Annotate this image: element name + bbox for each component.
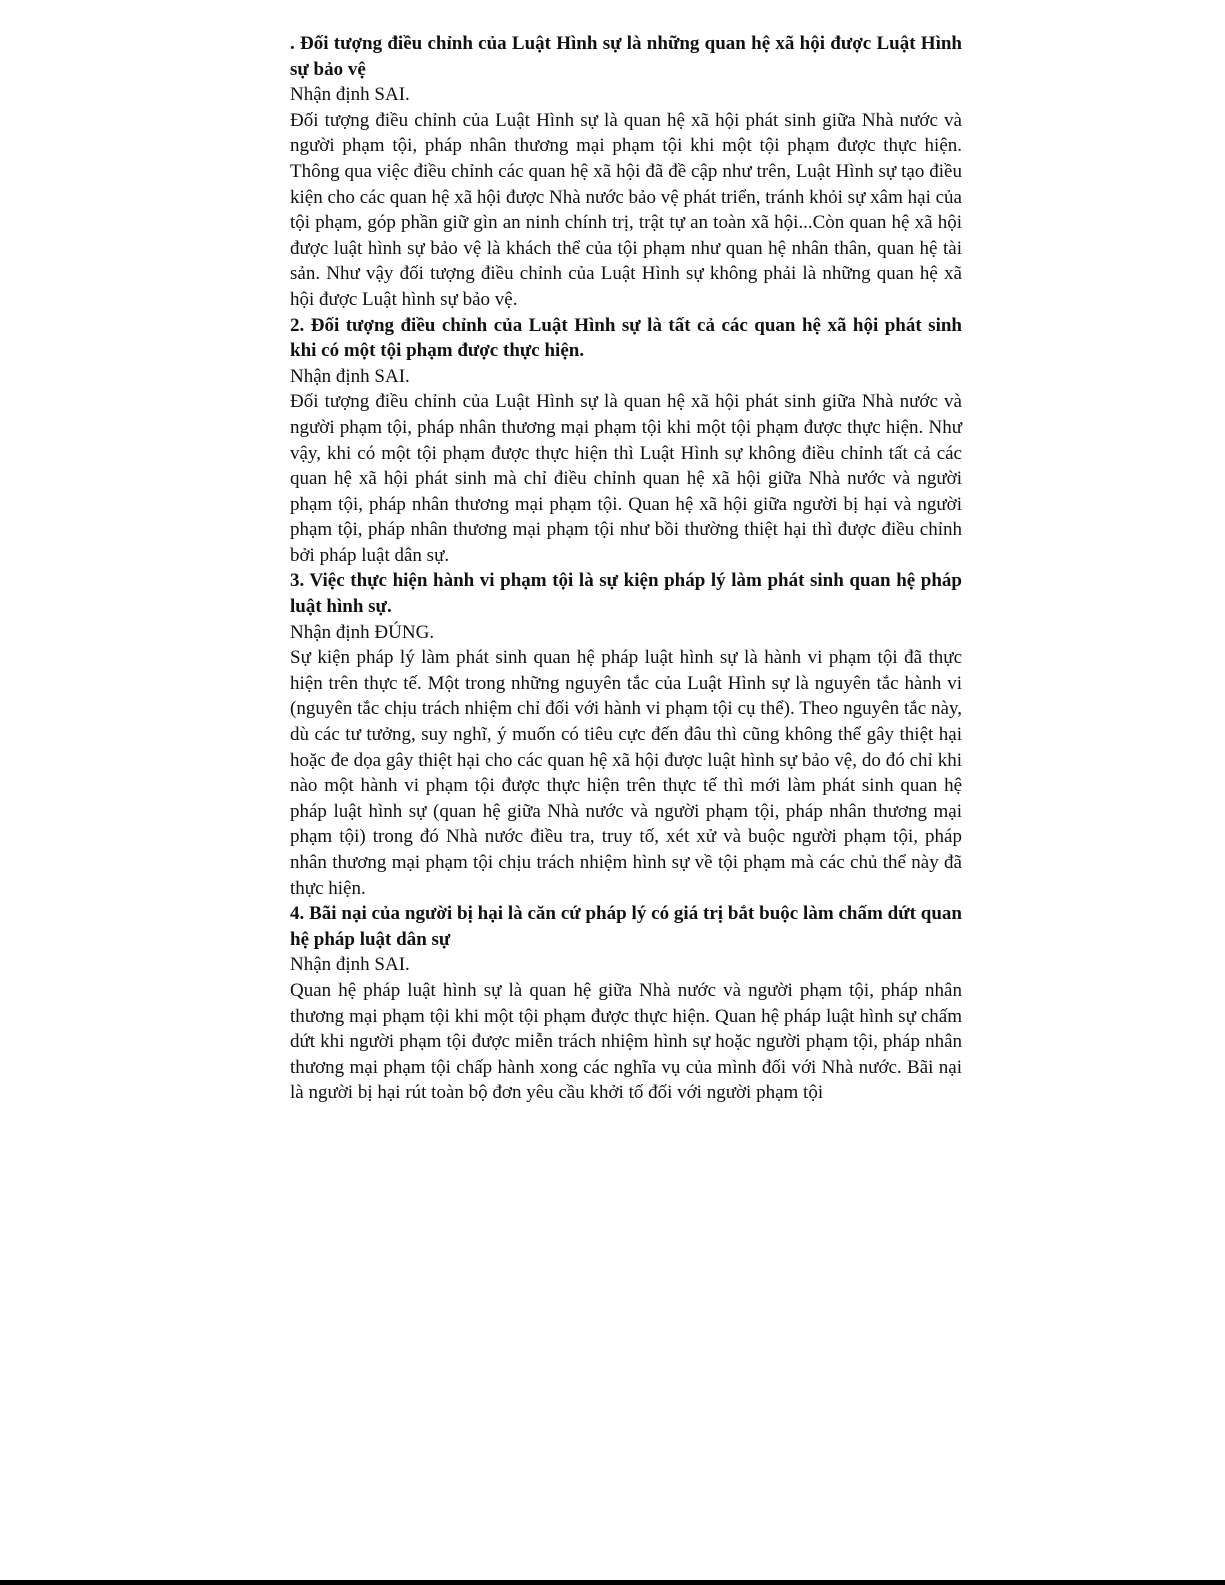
answer-paragraph: Sự kiện pháp lý làm phát sinh quan hệ pháp luật hình sự là hành vi phạm tội đã thực hiện trên thực tế. Một trong những nguyên tắc của Luật Hình sự là nguyên tắc hành vi (nguyên tắc chịu trách nhiệm chỉ đối với hành vi phạm tội cụ thể). Theo nguyên tắc này, dù các tư tưởng, suy nghĩ, ý muốn có tiêu cực đến đâu thì cũng không thể gây thiệt hại hoặc đe dọa gây thiệt hại cho các quan hệ xã hội được luật hình sự bảo vệ, do đó chỉ khi nào một hành vi phạm tội được thực hiện trên thực tế thì mới làm phát sinh quan hệ pháp luật hình sự (quan hệ giữa Nhà nước và người phạm tội, pháp nhân thương mại phạm tội) trong đó Nhà nước điều tra, truy tố, xét xử và buộc người phạm tội, pháp nhân thương mại phạm tội chịu trách nhiệm hình sự về tội phạm mà các chủ thể này đã thực hiện.	[290, 647, 962, 899]
section-3	[290, 568, 962, 901]
document-page	[290, 31, 962, 1106]
question-heading: 3. Việc thực hiện hành vi phạm tội là sự kiện pháp lý làm phát sinh quan hệ pháp luật hình sự.	[290, 570, 962, 618]
verdict-text: Nhận định SAI.	[290, 84, 410, 106]
question-heading: . Đối tượng điều chỉnh của Luật Hình sự là những quan hệ xã hội được Luật Hình sự bảo vệ	[290, 33, 962, 80]
section-1	[290, 31, 962, 313]
question-heading: 2. Đối tượng điều chỉnh của Luật Hình sự là tất cả các quan hệ xã hội phát sinh khi có một tội phạm được thực hiện.	[290, 314, 962, 362]
verdict-text: Nhận định ĐÚNG.	[290, 621, 435, 643]
page-bottom-border	[0, 1580, 1225, 1585]
verdict-text: Nhận định SAI.	[290, 365, 410, 387]
verdict-text: Nhận định SAI.	[290, 954, 410, 976]
section-4	[290, 901, 962, 1106]
answer-paragraph: Đối tượng điều chỉnh của Luật Hình sự là quan hệ xã hội phát sinh giữa Nhà nước và người phạm tội, pháp nhân thương mại phạm tội khi một tội phạm được thực hiện. Thông qua việc điều chỉnh các quan hệ xã hội đã đề cập như trên, Luật Hình sự tạo điều kiện cho các quan hệ xã hội được Nhà nước bảo vệ phát triển, tránh khỏi sự xâm hại của tội phạm, góp phần giữ gìn an ninh chính trị, trật tự an toàn xã hội...Còn quan hệ xã hội được luật hình sự bảo vệ là khách thể của tội phạm như quan hệ nhân thân, quan hệ tài sản. Như vậy đối tượng điều chỉnh của Luật Hình sự không phải là những quan hệ xã hội được Luật hình sự bảo vệ.	[290, 109, 962, 310]
section-2	[290, 313, 962, 569]
question-heading: 4. Bãi nại của người bị hại là căn cứ pháp lý có giá trị bắt buộc làm chấm dứt quan hệ pháp luật dân sự	[290, 903, 962, 950]
answer-paragraph: Đối tượng điều chỉnh của Luật Hình sự là quan hệ xã hội phát sinh giữa Nhà nước và người phạm tội, pháp nhân thương mại phạm tội khi một tội phạm được thực hiện. Như vậy, khi có một tội phạm được thực hiện thì Luật Hình sự không điều chỉnh tất cả các quan hệ xã hội phát sinh mà chỉ điều chỉnh quan hệ xã hội giữa Nhà nước và người phạm tội, pháp nhân thương mại phạm tội. Quan hệ xã hội giữa người bị hại và người phạm tội, pháp nhân thương mại phạm tội như bồi thường thiệt hại thì được điều chỉnh bởi pháp luật dân sự.	[290, 391, 962, 566]
answer-paragraph: Quan hệ pháp luật hình sự là quan hệ giữa Nhà nước và người phạm tội, pháp nhân thương mại phạm tội khi một tội phạm được thực hiện. Quan hệ pháp luật hình sự chấm dứt khi người phạm tội được miễn trách nhiệm hình sự hoặc người phạm tội, pháp nhân thương mại phạm tội chấp hành xong các nghĩa vụ của mình đối với Nhà nước. Bãi nại là người bị hại rút toàn bộ đơn yêu cầu khởi tố đối với người phạm tội	[290, 979, 962, 1104]
